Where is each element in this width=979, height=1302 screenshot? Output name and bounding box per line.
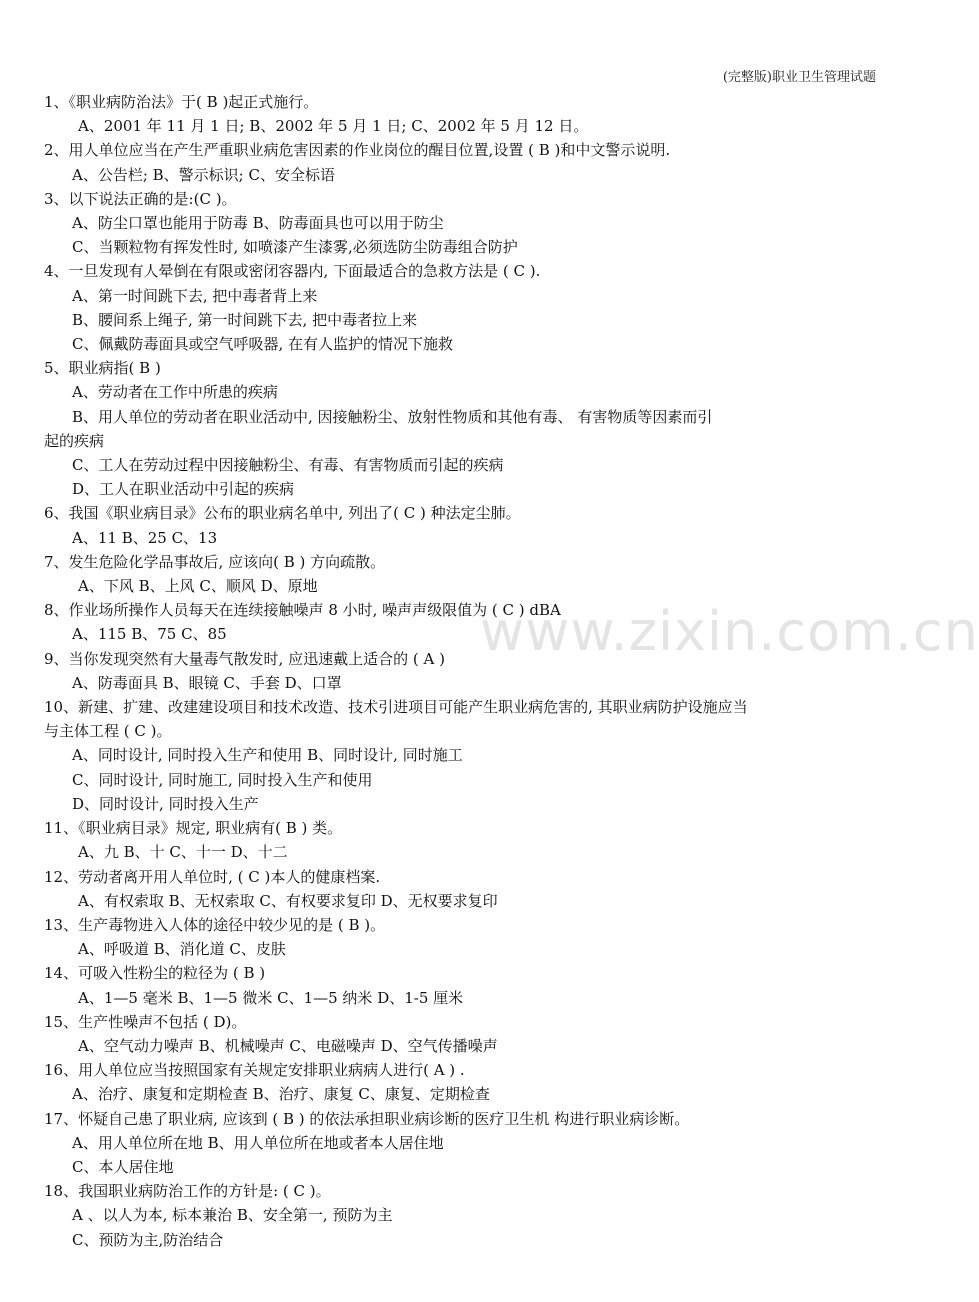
question-line: 12、劳动者离开用人单位时, ( C )本人的健康档案.	[44, 867, 381, 886]
option-line: A、治疗、康复和定期检查 B、治疗、康复 C、康复、定期检查	[72, 1085, 490, 1104]
option-line: A、115 B、75 C、85	[72, 625, 227, 644]
question-line: 13、生产毒物进入人体的途径中较少见的是 ( B )。	[44, 915, 386, 934]
question-line: 6、我国《职业病目录》公布的职业病名单中, 列出了( C ) 种法定尘肺。	[44, 504, 521, 523]
option-line: C、预防为主,防治结合	[72, 1230, 224, 1249]
option-line: A、1—5 毫米 B、1—5 微米 C、1—5 纳米 D、1-5 厘米	[78, 988, 464, 1007]
question-line: 15、生产性噪声不包括 ( D)。	[44, 1012, 247, 1031]
option-line: C、同时设计, 同时施工, 同时投入生产和使用	[72, 770, 373, 789]
option-line: B、腰间系上绳子, 第一时间跳下去, 把中毒者拉上来	[72, 310, 418, 329]
option-line: A 、以人为本, 标本兼治 B、安全第一, 预防为主	[72, 1206, 393, 1225]
question-line: 9、当你发现突然有大量毒气散发时, 应迅速戴上适合的 ( A )	[44, 649, 445, 668]
question-line: 11、《职业病目录》规定, 职业病有( B ) 类。	[44, 819, 343, 838]
option-line: B、用人单位的劳动者在职业活动中, 因接触粉尘、放射性物质和其他有毒、 有害物质等因素而引	[72, 407, 713, 426]
question-line: 16、用人单位应当按照国家有关规定安排职业病病人进行( A ) .	[44, 1061, 465, 1080]
question-list	[44, 90, 880, 1252]
option-line: A、公告栏; B、警示标识; C、安全标语	[72, 165, 335, 184]
question-line: 7、发生危险化学品事故后, 应该向( B ) 方向疏散。	[44, 552, 386, 571]
question-line: 与主体工程 ( C )。	[44, 722, 172, 741]
option-line: A、呼吸道 B、消化道 C、皮肤	[78, 940, 286, 959]
option-line: A、下风 B、上风 C、顺风 D、原地	[78, 577, 318, 596]
question-line: 18、我国职业病防治工作的方针是: ( C )。	[44, 1182, 331, 1201]
option-line: C、佩戴防毒面具或空气呼吸器, 在有人监护的情况下施救	[72, 335, 454, 354]
question-line: 起的疾病	[44, 431, 105, 450]
option-line: D、工人在职业活动中引起的疾病	[72, 480, 295, 499]
question-line: 3、以下说法正确的是:(C )。	[44, 189, 237, 208]
option-line: A、九 B、十 C、十一 D、十二	[78, 843, 288, 862]
option-line: A、劳动者在工作中所患的疾病	[72, 383, 278, 402]
question-line: 2、用人单位应当在产生严重职业病危害因素的作业岗位的醒目位置,设置 ( B )和中文警示说明.	[44, 141, 671, 160]
option-line: C、本人居住地	[72, 1157, 174, 1176]
option-line: D、同时设计, 同时投入生产	[72, 794, 259, 813]
question-line: 4、一旦发现有人晕倒在有限或密闭容器内, 下面最适合的急救方法是 ( C ).	[44, 262, 541, 281]
option-line: A、2001 年 11 月 1 日; B、2002 年 5 月 1 日; C、2002 年 5 月 12 日。	[78, 117, 589, 136]
option-line: A、用人单位所在地 B、用人单位所在地或者本人居住地	[72, 1133, 444, 1152]
question-line: 17、怀疑自己患了职业病, 应该到 ( B ) 的依法承担职业病诊断的医疗卫生机 构进行职业病诊断。	[44, 1109, 690, 1128]
option-line: A、防毒面具 B、眼镜 C、手套 D、口罩	[72, 673, 342, 692]
question-line: 5、职业病指( B )	[44, 359, 161, 378]
option-line: A、第一时间跳下去, 把中毒者背上来	[72, 286, 318, 305]
question-line: 8、作业场所操作人员每天在连续接触噪声 8 小时, 噪声声级限值为 ( C ) dBA	[44, 601, 561, 620]
document-header-title: (完整版)职业卫生管理试题	[722, 70, 876, 85]
option-line: A、11 B、25 C、13	[72, 528, 218, 547]
question-line: 10、新建、扩建、改建建设项目和技术改造、技术引进项目可能产生职业病危害的, 其职业病防护设施应当	[44, 698, 748, 717]
option-line: A、空气动力噪声 B、机械噪声 C、电磁噪声 D、空气传播噪声	[78, 1036, 498, 1055]
option-line: C、工人在劳动过程中因接触粉尘、有毒、有害物质而引起的疾病	[72, 456, 504, 475]
option-line: A、同时设计, 同时投入生产和使用 B、同时设计, 同时施工	[72, 746, 463, 765]
watermark: www.zixin.com.cn	[480, 600, 979, 663]
option-line: A、防尘口罩也能用于防毒 B、防毒面具也可以用于防尘	[72, 214, 444, 233]
option-line: A、有权索取 B、无权索取 C、有权要求复印 D、无权要求复印	[78, 891, 498, 910]
question-line: 14、可吸入性粉尘的粒径为 ( B )	[44, 964, 266, 983]
option-line: C、当颗粒物有挥发性时, 如喷漆产生漆雾,必须选防尘防毒组合防护	[72, 238, 518, 257]
question-line: 1、《职业病防治法》于( B )起正式施行。	[44, 93, 319, 111]
